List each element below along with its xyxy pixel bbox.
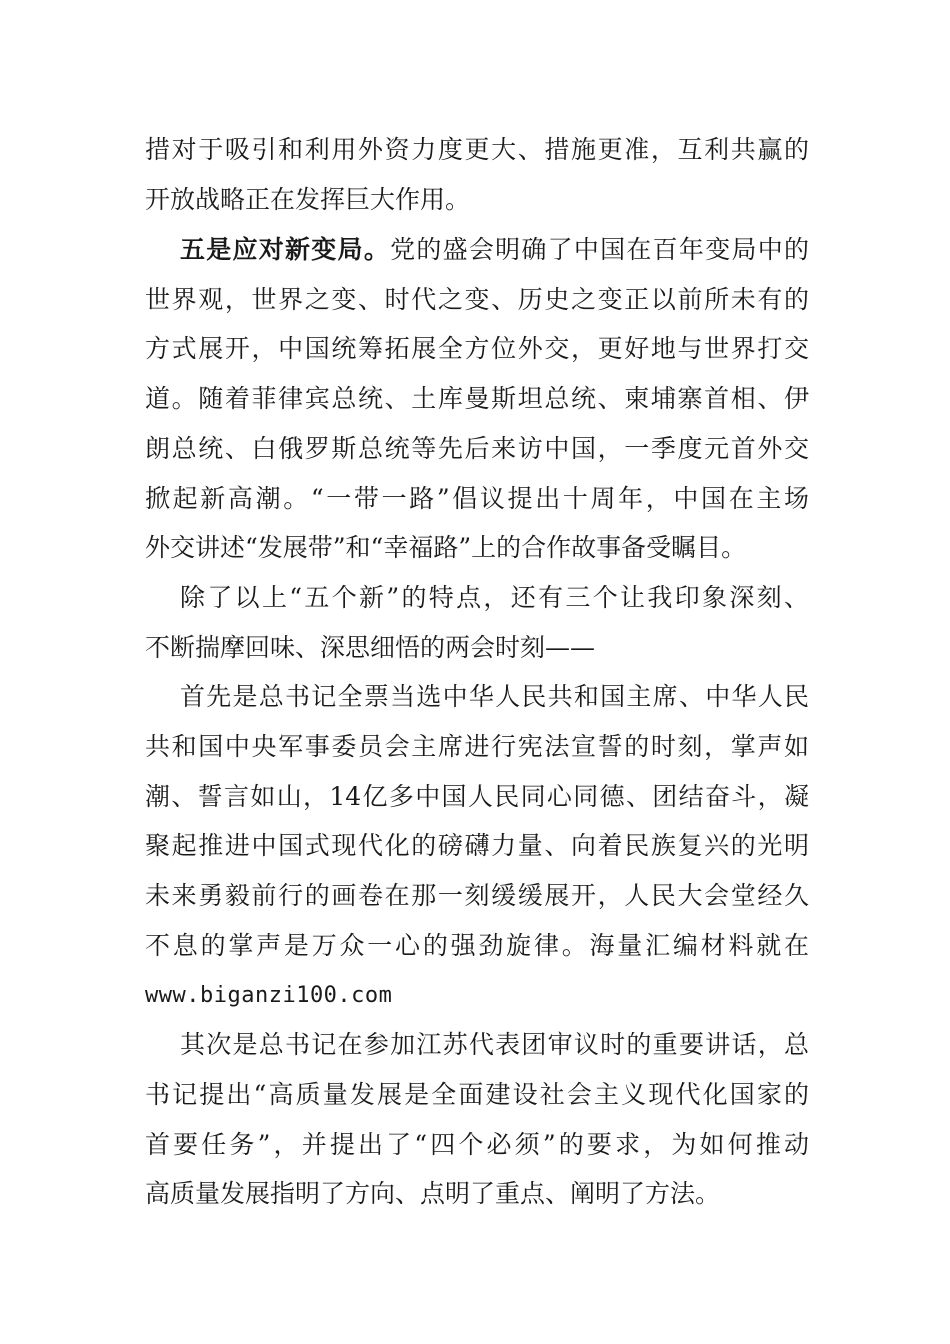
text-line: 未来勇毅前行的画卷在那一刻缓缓展开，人民大会堂经久: [145, 881, 809, 910]
text-line: 除了以上“五个新”的特点，还有三个让我印象深刻、: [180, 583, 809, 612]
text-line: 开放战略正在发挥巨大作用。: [145, 185, 471, 214]
text-line: 高质量发展指明了方向、点明了重点、阐明了方法。: [145, 1179, 721, 1208]
text-line: 聚起推进中国式现代化的磅礴力量、向着民族复兴的光明: [145, 831, 809, 860]
text-line: 朗总统、白俄罗斯总统等先后来访中国，一季度元首外交: [145, 434, 809, 463]
paragraph-heading-line: [180, 230, 809, 270]
text-line: 世界观，世界之变、时代之变、历史之变正以前所未有的: [145, 285, 809, 314]
text-line: 掀起新高潮。“一带一路”倡议提出十周年，中国在主场: [145, 484, 809, 513]
website-url: www.biganzi100.com: [145, 983, 393, 1008]
text-line: 道。随着菲律宾总统、土库曼斯坦总统、柬埔寨首相、伊: [145, 384, 809, 413]
text-line: 首先是总书记全票当选中华人民共和国主席、中华人民: [180, 682, 809, 711]
text-line: 不断揣摩回味、深思细悟的两会时刻——: [145, 633, 596, 662]
text-line: 潮、誓言如山，14亿多中国人民同心同德、团结奋斗，凝: [145, 782, 809, 811]
text-line: 书记提出“高质量发展是全面建设社会主义现代化国家的: [145, 1080, 809, 1109]
text-line: 外交讲述“发展带”和“幸福路”上的合作故事备受瞩目。: [145, 533, 747, 562]
text-line: 共和国中央军事委员会主席进行宪法宣誓的时刻，掌声如: [145, 732, 809, 761]
text-line: 首要任务”，并提出了“四个必须”的要求，为如何推动: [145, 1130, 809, 1159]
bold-lead: 五是应对新变局。: [180, 235, 391, 264]
text-run: 党的盛会明确了中国在百年变局中的: [390, 235, 809, 264]
text-line: 方式展开，中国统筹拓展全方位外交，更好地与世界打交: [145, 334, 809, 363]
text-line: 措对于吸引和利用外资力度更大、措施更准，互利共赢的: [145, 135, 809, 164]
text-line: 其次是总书记在参加江苏代表团审议时的重要讲话，总: [180, 1030, 809, 1059]
text-line: 不息的掌声是万众一心的强劲旋律。海量汇编材料就在: [145, 931, 809, 960]
